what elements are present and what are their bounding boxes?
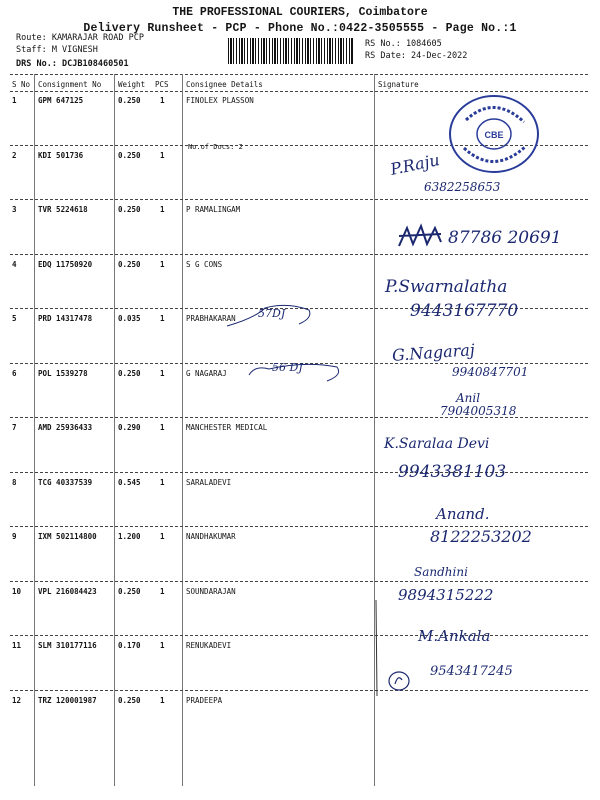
row-consignment-no: PRD 14317478 [38, 314, 93, 323]
row-weight: 0.250 [118, 696, 141, 705]
row-weight: 0.250 [118, 587, 141, 596]
runsheet-title: Delivery Runsheet - PCP - Phone No.:0422-3505555 - Page No.:1 [83, 22, 517, 35]
signature-r3: P.Raju [388, 150, 442, 179]
row-consignment-no: IXM 502114800 [38, 532, 97, 541]
phone-r3: 6382258653 [424, 180, 501, 194]
row-sno: 6 [12, 369, 17, 378]
row-consignment-no: TCG 40337539 [38, 478, 93, 487]
signature-r11: M.Ankala [418, 627, 491, 645]
rs-date: RS Date: 24-Dec-2022 [365, 51, 468, 61]
company-title: THE PROFESSIONAL COURIERS, Coimbatore [172, 6, 428, 19]
row-consignee: SARALADEVI [186, 478, 232, 487]
row-consignee: MANCHESTER MEDICAL [186, 423, 268, 432]
col-header-weight: Weight [118, 80, 146, 89]
row-consignment-no: VPL 216084423 [38, 587, 97, 596]
phone-r8: 9943381103 [398, 462, 507, 482]
signature-r6: G.Nagaraj [391, 340, 476, 365]
row-pcs: 1 [160, 696, 165, 705]
row-consignment-no: TVR 5224618 [38, 205, 88, 214]
row-consignment-no: KDI 501736 [38, 151, 84, 160]
row-weight: 0.545 [118, 478, 141, 487]
col-header-pcs: PCS [155, 80, 169, 89]
row-sno: 3 [12, 205, 17, 214]
row-weight: 0.250 [118, 151, 141, 160]
row-divider [10, 690, 588, 691]
row-weight: 0.035 [118, 314, 141, 323]
signature-r4-scribble [395, 222, 445, 252]
row-divider [10, 199, 588, 200]
marginal-bracket-1 [225, 300, 315, 330]
marginal-note-1: 57DJ [258, 307, 286, 320]
row-weight: 0.250 [118, 369, 141, 378]
row-consignment-no: TRZ 120001987 [38, 696, 97, 705]
phone-r9: 8122253202 [430, 527, 532, 546]
row-weight: 0.250 [118, 96, 141, 105]
row-pcs: 1 [160, 478, 165, 487]
row-sno: 9 [12, 532, 17, 541]
row-sno: 11 [12, 641, 22, 650]
margin-pen-line [372, 598, 382, 698]
marginal-bracket-2 [245, 355, 345, 385]
row-sno: 2 [12, 151, 17, 160]
stamp-center-text: CBE [484, 130, 504, 140]
row-pcs: 1 [160, 205, 165, 214]
row-consignment-no: AMD 25936433 [38, 423, 93, 432]
row-pcs: 1 [160, 641, 165, 650]
drs-number: DRS No.: DCJB108460501 [16, 59, 129, 69]
row-divider [10, 635, 588, 636]
phone-r5: 9443167770 [410, 301, 519, 321]
col-header-consignment: Consignment No [38, 80, 102, 89]
header-rule-top [10, 74, 588, 75]
column-divider [34, 74, 35, 786]
staff-label: Staff: M VIGNESH [16, 45, 98, 55]
row-pcs: 1 [160, 532, 165, 541]
row-consignee: PRADEEPA [186, 696, 223, 705]
col-header-consignee: Consignee Details [186, 80, 263, 89]
row-sno: 8 [12, 478, 17, 487]
row-sno: 10 [12, 587, 22, 596]
row-consignee: NANDHAKUMAR [186, 532, 236, 541]
signature-r7: Anil [456, 391, 481, 405]
column-divider [114, 74, 115, 786]
signature-r12-mark [386, 668, 412, 694]
signature-r5: P.Swarnalatha [385, 277, 508, 297]
row-weight: 0.170 [118, 641, 141, 650]
phone-r7: 7904005318 [440, 404, 517, 418]
row-sno: 12 [12, 696, 22, 705]
row-consignee: PRABHAKARAN [186, 314, 236, 323]
rs-number: RS No.: 1084605 [365, 39, 442, 49]
row-weight: 0.250 [118, 205, 141, 214]
signature-r10: Sandhini [414, 565, 468, 579]
row-pcs: 1 [160, 96, 165, 105]
row-pcs: 1 [160, 369, 165, 378]
row-sno: 7 [12, 423, 17, 432]
row-divider [10, 581, 588, 582]
route-label: Route: KAMARAJAR ROAD PCP [16, 33, 144, 43]
row-consignment-no: GPM 647125 [38, 96, 84, 105]
column-divider [182, 74, 183, 786]
row-consignment-no: SLM 310177116 [38, 641, 97, 650]
row-consignee: FINOLEX PLASSON [186, 96, 254, 105]
signature-r9: Anand. [436, 505, 490, 523]
col-header-signature: Signature [378, 80, 419, 89]
row-weight: 0.250 [118, 260, 141, 269]
row-consignee: G NAGARAJ [186, 369, 227, 378]
marginal-note-2: 56 DJ [272, 361, 303, 374]
col-header-sno: S No [12, 80, 31, 89]
row-consignee: SOUNDARAJAN [186, 587, 236, 596]
row-consignee: P RAMALINGAM [186, 205, 241, 214]
row-sno: 4 [12, 260, 17, 269]
company-stamp [446, 92, 542, 176]
phone-r6: 9940847701 [452, 365, 529, 379]
barcode [228, 38, 354, 64]
row-sno: 1 [12, 96, 17, 105]
phone-r12: 9543417245 [430, 664, 513, 679]
phone-r4: 87786 20691 [448, 228, 562, 248]
row-divider [10, 254, 588, 255]
row-consignee: RENUKADEVI [186, 641, 232, 650]
row-sno: 5 [12, 314, 17, 323]
row-consignee: S G CONS [186, 260, 223, 269]
row-pcs: 1 [160, 260, 165, 269]
row-weight: 0.290 [118, 423, 141, 432]
signature-r8: K.Saralaa Devi [384, 436, 490, 452]
row-pcs: 1 [160, 587, 165, 596]
row-consignment-no: POL 1539278 [38, 369, 88, 378]
row-pcs: 1 [160, 423, 165, 432]
phone-r10: 9894315222 [398, 586, 494, 604]
row-weight: 1.200 [118, 532, 141, 541]
row-consignment-no: EDQ 11750920 [38, 260, 93, 269]
row-pcs: 1 [160, 151, 165, 160]
docs-count-note: No.of Docs: 2 [188, 143, 243, 151]
row-pcs: 1 [160, 314, 165, 323]
